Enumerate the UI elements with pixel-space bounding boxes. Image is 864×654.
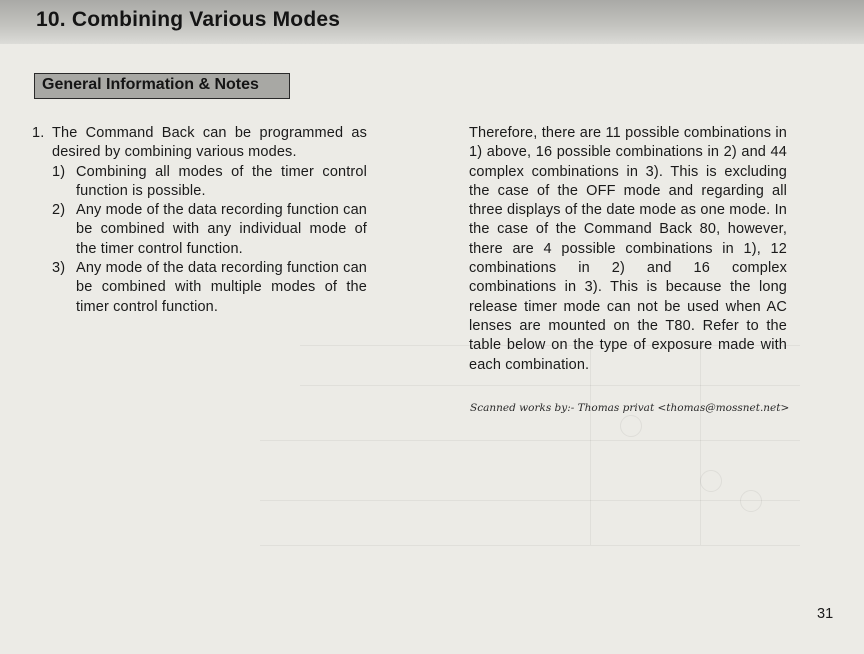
sub-item — [32, 201, 367, 259]
section-heading: General Information & Notes — [34, 73, 290, 99]
sub-item-number: 2) — [52, 202, 66, 219]
right-column — [469, 124, 787, 375]
sub-item — [32, 259, 367, 317]
list-item — [32, 124, 367, 163]
sub-item-text: Any mode of the data recording function can be combined with any individual mode of the timer control function. — [76, 202, 367, 257]
list-item-number: 1. — [32, 125, 45, 141]
left-column — [32, 124, 367, 317]
scan-credit: Scanned works by:- Thomas privat <thomas@mossnet.net> — [470, 402, 790, 414]
page-number: 31 — [817, 606, 834, 622]
sub-item-text: Any mode of the data recording function can be combined with multiple modes of the timer control function. — [76, 260, 367, 315]
list-item-text: The Command Back can be programmed as desired by combining various modes. — [52, 125, 367, 161]
sub-item — [32, 163, 367, 202]
chapter-title: 10. Combining Various Modes — [36, 8, 341, 31]
sub-item-number: 3) — [52, 260, 66, 277]
sub-item-text: Combining all modes of the timer control function is possible. — [76, 163, 367, 199]
sub-item-number: 1) — [52, 163, 66, 180]
body-paragraph: Therefore, there are 11 possible combinations in 1) above, 16 possible combinations in 2) and 44 complex combinations in 3). This is excluding the case of the OFF mode and regarding all three displays of the date mode as one mode. In the case of the Command Back 80, however, there are 4 possible combinations in 1), 12 combinations in 2) and 16 complex combinations in 3). This is because the long release timer mode can not be used when AC lenses are mounted on the T80. Refer to the table below on the type of exposure made with each combination. — [469, 125, 787, 373]
